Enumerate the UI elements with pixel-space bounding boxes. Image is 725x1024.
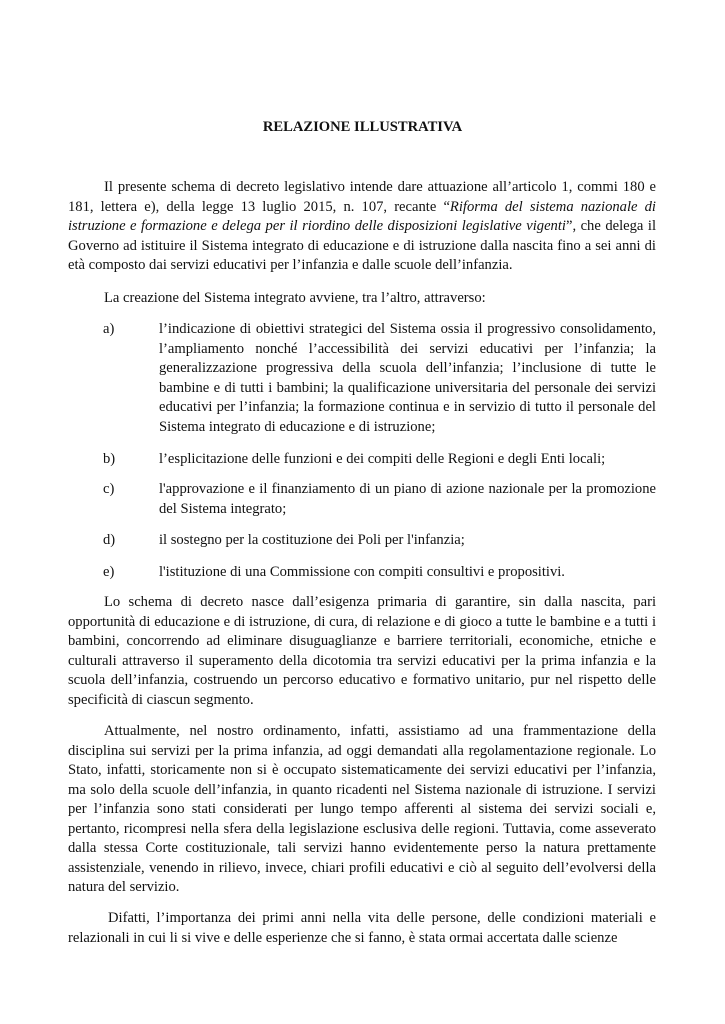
- list-marker: d): [103, 532, 116, 548]
- list-item-text: l’indicazione di obiettivi strategici del Sistema ossia il progressivo consolidamento, l’ampliamento nonché l’accessibilità dei servizi educativi per l’infanzia; la generalizzazione progressiva della scuola dell’infanzia; l’inclusione di tutte le bambine e di tutti i bambini; la qualificazione universitaria del personale dei servizi educativi per l’infanzia; la formazione continua e in servizio di tutto il personale del Sistema integrato di educazione e di istruzione;: [159, 321, 656, 435]
- list-item-text: l'istituzione di una Commissione con compiti consultivi e propositivi.: [159, 564, 565, 580]
- list-marker: e): [103, 564, 115, 580]
- list-marker: b): [103, 451, 116, 467]
- list-marker: a): [103, 321, 115, 337]
- list-item-text: l'approvazione e il finanziamento di un piano di azione nazionale per la promozione del Sistema integrato;: [159, 481, 656, 517]
- law-title-italic: Riforma del sistema nazionale di istruzione e formazione e delega per il riordino delle disposizioni legislative vigenti: [68, 198, 656, 234]
- paragraph-intro: [68, 178, 656, 276]
- paragraph-list-intro: La creazione del Sistema integrato avviene, tra l’altro, attraverso:: [104, 290, 486, 306]
- paragraph-intro-text-end: ”, che delega il Governo ad istituire il Sistema integrato di educazione e di istruzione dalla nascita fino a sei anni di età composto dai servizi educativi per l’infanzia e dalle scuole dell’infanzia.: [68, 218, 657, 273]
- paragraph-purpose: Lo schema di decreto nasce dall’esigenza primaria di garantire, sin dalla nascita, pari opportunità di educazione e di istruzione, di cura, di relazione e di gioco a tutte le bambine e a tutti i bambini, concorrendo ad eliminare disuguaglianze e barriere territoriali, economiche, etniche e culturali attraverso il superamento della dicotomia tra servizi educativi per la prima infanzia e la scuola dell’infanzia, costruendo un percorso educativo e formativo unitario, pur nel rispetto delle specificità di ciascun segmento.: [68, 594, 656, 708]
- document-title: RELAZIONE ILLUSTRATIVA: [262, 119, 463, 135]
- paragraph-current-state: Attualmente, nel nostro ordinamento, infatti, assistiamo ad una frammentazione della disciplina sui servizi per la prima infanzia, ad oggi demandati alla regolamentazione regionale. Lo Stato, infatti, storicamente non si è occupato sistematicamente dei servizi educativi per l’infanzia, ma solo della scuole dell’infanzia, in quanto ricadenti nel Sistema nazionale di istruzione. I servizi per l’infanzia sono stati considerati per lungo tempo afferenti al sistema dei servizi sociali e, pertanto, ricompresi nella sfera della legislazione esclusiva delle regioni. Tuttavia, come asseverato dalla stessa Corte costituzionale, tali servizi hanno evidentemente perso la natura prettamente assistenziale, venendo in rilievo, invece, chiari profili educativi e ciò al seguito dell’evolversi della natura del servizio.: [68, 723, 656, 895]
- paragraph-importance: Difatti, l’importanza dei primi anni nella vita delle persone, delle condizioni materiali e relazionali in cui li si vive e delle esperienze che si fanno, è stata ormai accertata dalle scienze: [68, 910, 656, 946]
- list-item-text: l’esplicitazione delle funzioni e dei compiti delle Regioni e degli Enti locali;: [159, 451, 606, 467]
- paragraph-intro-text: Il presente schema di decreto legislativo intende dare attuazione all’articolo 1, commi 180 e 181, lettera e), della legge 13 luglio 2015, n. 107, recante “: [68, 179, 656, 215]
- list-item-text: il sostegno per la costituzione dei Poli per l'infanzia;: [159, 532, 465, 548]
- list-marker: c): [103, 481, 115, 497]
